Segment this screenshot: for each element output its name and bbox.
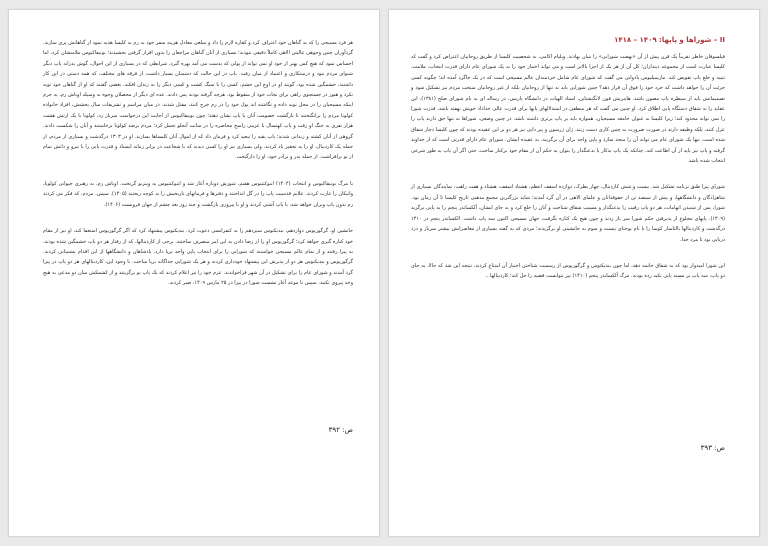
paragraph: هر فرد مسیحی را که به گناهان خود اعتراف کرد و کفاره لازم را داد و مبلغی معادل هزینه سفر خود به رم به کلیسا هدیه نمود از گناهانش بری سازند. گردآوران چنین وجوهی عالیتن الاهی کاملاً دقیقی نبودند؛ بسیاری از آنان گناهان مراجعان را بدون اقرار گرفتن بخشیدند؛ بونیفاکیوس ملامتشان کرد، اما احساس نمود که هیچ کس بهتر از خود او نمی تواند از پولی که بدست می آمد بهره گیرد. شرایطی که در بسیاری از این احوال، گوش پدرانه پاپ دیگر شنوای مردم نبود و درستکاری و اعتماد از میان رفت. پاپ در این حالت که دشمنان بسیار داشت، از فرقه های مختلف، که همه دستی در این کار داشتند، خشمگین شده بود. گویند او در اوج این خشم، کسی را با سنگ کشت و کسی دیگر را به زندان افکند. بعضی گفتند که او از گناهان خود توبه نکرد و هنوز در جستجوی راهی برای نجات خود از سقوط بود. هرچه گرفته بودند پس دادند. عده ای دیگر از محصلان وجوه به وسیله اوباش رم، به جرم اینکه مسیحیان را در محل توبه داده و نگاشته اند پول خود را در رم خرج کنند، مقتل شدند. در میان مراسم و تشریفات سال بخشش، افراد خانواده کولونا مردم را برانگیختند تا بازگشت خصومت آنان با پاپ نشان دهند؛ چون بونیفاکیوس از اجابت این درخواست سرباز زد، کولونا با یک ارتش هشت هزار نفری به جنگ او رفت و پاپ کهنسال با عزمی راسخ محاصره را در سانت آنجلو تحمل کرد؛ مردم برضد کولونا برخاستند و آنان را شکست دادند. گروهی از آنان کشته و زندانی شدند؛ پاپ بقیه را تبعید کرد و فرمان داد که از اموال آنان کلیساها بسازند. او در ۱۳۰۳ درگذشت و بسیاری از مردم، از جمله یک کاردینال، او را به تحقیر یاد کردند. ولی بسیاری نیز او را کسی دیدند که با شجاعت در برابر زمانه ایستاد و قدرت پاپی را با نیرو و دانش تمام از نو برافراشت. از جمله پدر و برادر خود، او را دارگیخت. [43, 40, 354, 161]
paragraph: با مرگ بونیفاکیوس و انتخاب (۱۴۰۴) اینوکنتیوس هفتم، شورش دوباره آغاز شد و اینوکنتیوس به ویتربو گریخت. اوباش رم، به رهبری جیوانی کولونا، واتیکان را غارت کردند. علایم قدسیت پاپ را در گل انداختند و دفترها و فرمانهای تاریخیش را به کوچه ریختند (۱۴۰۵). سپس، مردم، که فکر می کردند رم بدون پاپ ویران خواهد شد، با پاپ آشتی کردند و او با پیروزی بازگشت و چند روز بعد چشم از جهان فروبست (۱۴۰۶). [43, 180, 353, 208]
paragraph: فیلسوفان خاطر تقریباً یک قرن پیش از آن «نهضت شورایی» را بنیان نهادند. ویلیام اکامی، به شخصیت کلیسا از طریق روحانیان اعتراض کرد و گفت که کلیسا عبارت است از مجموعه دینداران؛ کل آن از هر یک از اجزا بالاتر است و می تواند اختیار خود را به یک شورای عام دارای قدرت انتخاب، ملامت، تنبیه و خلع پاپ تفویض کند. مارسیلیوس پادوایی می گفت که شورای عام شامل خردمندان عالم مسیحی است که در یک جاگرد آمده اند؛ چگونه کسی جرئت آن را خواهد داشت که خرد خود را فوق آن قرار دهد؟ چنین شورایی باید نه تنها از روحانیان بلکه از غیر روحانیان منتخب مردم نیز تشکیل شود و تصمیماتش باید از سیطره پاپ مصون باشد. هاینریش فون لانگنشتاین، استاد الهیات در دانشگاه پاریس، در رساله ای به نام شورای صلح (۱۳۸۱)، این عقاید را به شقاق دستگاه پاپی اطلاق کرد. او چنین می گفت که هر منطقی در استدلالهای پاپها برای قدرت عالی خداداد خویش نهفته باشد، قدرت شورا را نمی تواند محدود کند؛ زیرا کلیسا به عنوان جامعه مسیحیان، همواره باید بر پاپ برتری داشته باشد. در چنین وضعی، شوراها نه تنها حق دارند پاپ را عزل کنند، بلکه وظیفه دارند در صورت ضرورت به چنین کاری دست زنند. ژان ژرسون و پیر دایی نیز هر دو بر این عقیده بودند که چون کلیسا دچار شقاق شده است، تنها یک شورای عام می تواند آن را متحد سازد و پاپی واحد برای آن برگزیند. به عقیده ایشان، شورای عام دارای قدرتی است که از خداوند گرفته و پاپ نیز باید از آن اطاعت کند، چنانکه یک پاپ بدکار یا بدعتگذار را بتوان به حکم آن از مقام خود برکنار ساخت، حتی اگر آن پاپ به طور شرعی انتخاب شده باشد. [411, 54, 726, 165]
section-heading: II – شوراها و پاپها: ۱۴۰۹ – ۱۴۱۸ [614, 36, 725, 44]
page-number: ص: ۳۹۳ [700, 444, 725, 452]
left-page-text [43, 38, 353, 305]
right-page [388, 9, 760, 537]
paragraph: این شورا امیدوار بود که به شقاق خاتمه دهد، اما چون بندیکتوس و گرگوریوس از رسمیت شناختن اختیار آن امتناع کردند، نتیجه این شد که حالا، به جای دو پاپ، سه پاپ بر مسند پاپی تکیه زده بودند. مرگ آلکساندر پنجم (۱۴۱۰) نیز نتوانست قضیه را حل کند؛ کاردینالها... [411, 262, 725, 280]
paragraph: شورای پیزا طبق برنامه تشکیل شد. بیست و شش کاردینال، چهار بطرک، دوازده اسقف اعظم، هشتاد اسقف، هشتاد و هفت راهب، نمایندگان بسیاری از شاهزادگان و دانشگاهها، و بیش از سیصد تن از حقوقدانان و علمای الاهی در آن گرد آمدند؛ شاید بزرگترین مجمع مذهبی تاریخ کلیسا تا آن زمان بود. شورا، پس از شنیدن اتهامات، هر دو پاپ رقیب را بدعتگذار و مسبب شقاق شناخت و آنان را خلع کرد و به جای ایشان، آلکساندر پنجم را به پاپی برگزید (۱۴۰۹). پاپهای مخلوع از پذیرفتن حکم شورا سر باز زدند و چون هیچ یک کناره نگرفت، جهان مسیحی اکنون سه پاپ داشت. الکساندر پنجم در ۱۴۱۰ درگذشت و کاردینالها بالتاسار کوسا را با نام یوحنای بیست و سوم به جانشینی او برگزیدند؛ مردی که به گفته بسیاری از معاصرانش بیشتر سرباز و دزد دریایی بود تا مرد خدا. [411, 184, 725, 243]
left-page [8, 9, 380, 537]
right-page-text [411, 34, 725, 298]
paragraph: جانشین او، گرگوریوس دوازدهم، بندیکتوس سیزدهم را به کنفرانسی دعوت کرد. بندیکتوس پیشنهاد کرد که اگر گرگوریوس استعفا کند، او نیز از مقام خود کناره گیری خواهد کرد؛ گرگوریوس او را از رضا دادن به این امر منصرف ساختند. برخی از کاردینالها، که از رفتار هر دو پاپ خشمگین شده بودند، به پیزا رفتند و از تمام عالم مسیحی خواستند که شورایی را برای انتخاب پاپی واحد برپا دارد. پادشاهان و دانشگاهها از این اقدام پشتیبانی کردند. گرگوریوس و بندیکتوس هر دو از پذیرش این پیشنهاد خودداری کردند و هر یک شورایی جداگانه برپا ساخت. با وجود این، کاردینالهای هر دو پاپ در پیزا گرد آمدند و شورای عام را برای تشکیل در آن شهر فراخواندند. عزم خود را نیز اعلام کردند که یک پاپ نو برگزینند و از کشمکش میان دو مدعی به هیچ وجه پیروی نکنند. سپس تا موعد آغاز نشست شورا در پیزا در ۲۵ مارس ۱۴۰۹، صبر کردند. [43, 228, 353, 287]
page-number: ص: ۳۹۲ [328, 426, 353, 434]
